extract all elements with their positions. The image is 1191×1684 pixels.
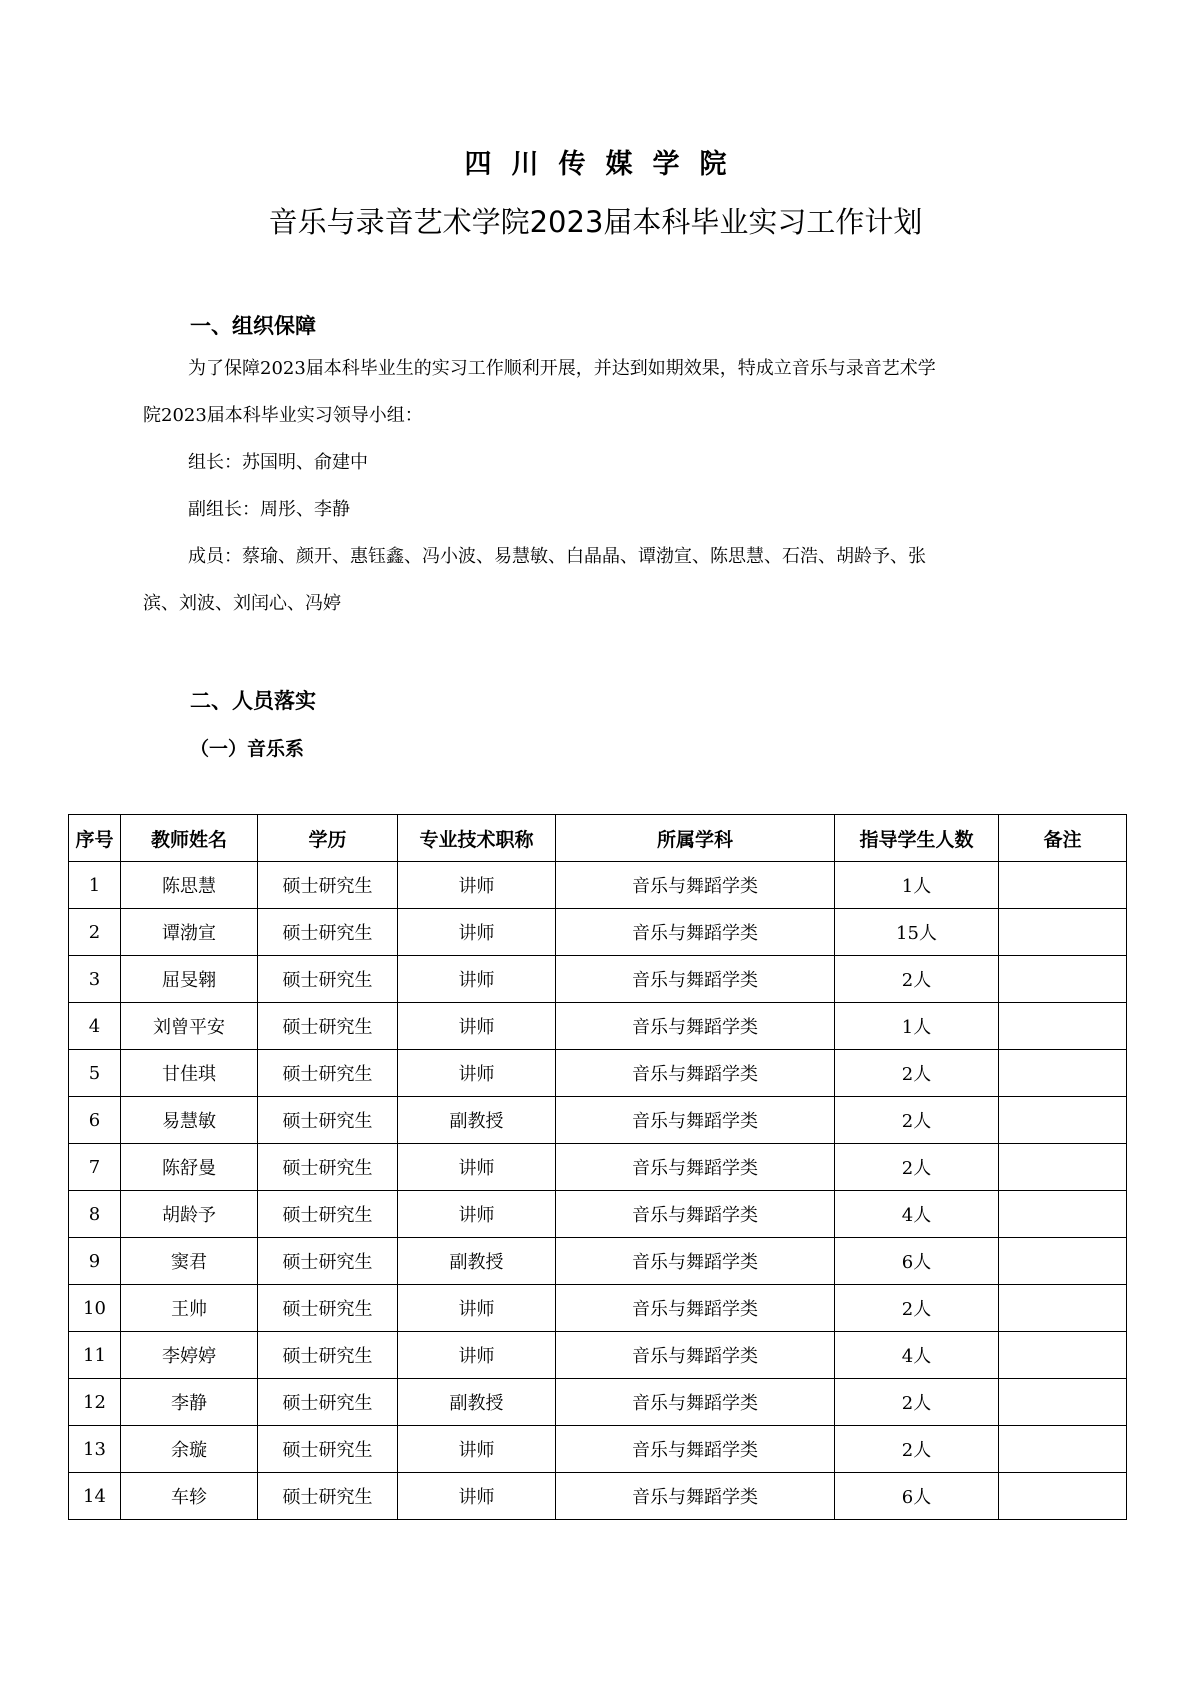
table-row [69, 1426, 1127, 1473]
cell-title: 讲师 [398, 862, 556, 909]
cell-discipline: 音乐与舞蹈学类 [556, 1285, 835, 1332]
cell-title: 副教授 [398, 1097, 556, 1144]
cell-student-count: 2人 [835, 956, 999, 1003]
cell-student-count: 2人 [835, 1144, 999, 1191]
cell-index: 8 [69, 1191, 121, 1238]
cell-education: 硕士研究生 [258, 862, 398, 909]
cell-education: 硕士研究生 [258, 1050, 398, 1097]
cell-remarks [999, 1426, 1127, 1473]
cell-index: 6 [69, 1097, 121, 1144]
cell-teacher-name: 易慧敏 [121, 1097, 258, 1144]
cell-student-count: 2人 [835, 1426, 999, 1473]
cell-teacher-name: 陈舒曼 [121, 1144, 258, 1191]
cell-education: 硕士研究生 [258, 1285, 398, 1332]
cell-title: 讲师 [398, 1285, 556, 1332]
column-header-student-count: 指导学生人数 [835, 815, 999, 862]
cell-index: 1 [69, 862, 121, 909]
cell-teacher-name: 车轸 [121, 1473, 258, 1520]
cell-title: 副教授 [398, 1379, 556, 1426]
cell-discipline: 音乐与舞蹈学类 [556, 1332, 835, 1379]
cell-index: 5 [69, 1050, 121, 1097]
column-header-remarks: 备注 [999, 815, 1127, 862]
section-heading-staffing: 二、人员落实 [190, 689, 316, 713]
cell-student-count: 6人 [835, 1473, 999, 1520]
cell-title: 讲师 [398, 956, 556, 1003]
cell-remarks [999, 909, 1127, 956]
cell-discipline: 音乐与舞蹈学类 [556, 1097, 835, 1144]
cell-teacher-name: 窦君 [121, 1238, 258, 1285]
column-header-index: 序号 [69, 815, 121, 862]
cell-student-count: 4人 [835, 1191, 999, 1238]
cell-remarks [999, 1097, 1127, 1144]
column-header-title: 专业技术职称 [398, 815, 556, 862]
cell-teacher-name: 李婷婷 [121, 1332, 258, 1379]
cell-student-count: 1人 [835, 1003, 999, 1050]
table-row [69, 1050, 1127, 1097]
cell-title: 讲师 [398, 1050, 556, 1097]
cell-teacher-name: 谭渤宣 [121, 909, 258, 956]
column-header-education: 学历 [258, 815, 398, 862]
table-row [69, 1003, 1127, 1050]
cell-remarks [999, 1238, 1127, 1285]
table-row [69, 1097, 1127, 1144]
cell-index: 4 [69, 1003, 121, 1050]
cell-discipline: 音乐与舞蹈学类 [556, 956, 835, 1003]
cell-discipline: 音乐与舞蹈学类 [556, 1426, 835, 1473]
cell-discipline: 音乐与舞蹈学类 [556, 1238, 835, 1285]
cell-student-count: 2人 [835, 1379, 999, 1426]
cell-discipline: 音乐与舞蹈学类 [556, 1050, 835, 1097]
cell-remarks [999, 1191, 1127, 1238]
cell-remarks [999, 1285, 1127, 1332]
cell-discipline: 音乐与舞蹈学类 [556, 1473, 835, 1520]
cell-student-count: 1人 [835, 862, 999, 909]
cell-education: 硕士研究生 [258, 1379, 398, 1426]
leader-line: 组长：苏国明、俞建中 [188, 452, 368, 473]
cell-discipline: 音乐与舞蹈学类 [556, 1379, 835, 1426]
cell-title: 讲师 [398, 1426, 556, 1473]
cell-education: 硕士研究生 [258, 909, 398, 956]
cell-teacher-name: 甘佳琪 [121, 1050, 258, 1097]
cell-discipline: 音乐与舞蹈学类 [556, 1191, 835, 1238]
cell-teacher-name: 屈旻翱 [121, 956, 258, 1003]
cell-title: 讲师 [398, 1473, 556, 1520]
cell-remarks [999, 1003, 1127, 1050]
cell-education: 硕士研究生 [258, 1426, 398, 1473]
cell-teacher-name: 胡龄予 [121, 1191, 258, 1238]
cell-index: 10 [69, 1285, 121, 1332]
cell-title: 讲师 [398, 909, 556, 956]
cell-discipline: 音乐与舞蹈学类 [556, 1144, 835, 1191]
cell-remarks [999, 1332, 1127, 1379]
table-row [69, 1238, 1127, 1285]
cell-index: 9 [69, 1238, 121, 1285]
cell-discipline: 音乐与舞蹈学类 [556, 1003, 835, 1050]
intro-paragraph-line2: 院2023届本科毕业实习领导小组： [143, 405, 423, 426]
table-row [69, 862, 1127, 909]
cell-index: 7 [69, 1144, 121, 1191]
cell-education: 硕士研究生 [258, 1144, 398, 1191]
cell-discipline: 音乐与舞蹈学类 [556, 862, 835, 909]
table-row [69, 1379, 1127, 1426]
cell-student-count: 6人 [835, 1238, 999, 1285]
cell-student-count: 2人 [835, 1285, 999, 1332]
table-row [69, 909, 1127, 956]
section-heading-organization: 一、组织保障 [190, 314, 316, 338]
table-row [69, 1285, 1127, 1332]
cell-index: 14 [69, 1473, 121, 1520]
cell-index: 13 [69, 1426, 121, 1473]
cell-teacher-name: 陈思慧 [121, 862, 258, 909]
table-row [69, 1332, 1127, 1379]
cell-index: 2 [69, 909, 121, 956]
table-row [69, 1473, 1127, 1520]
cell-index: 3 [69, 956, 121, 1003]
school-title: 四川传媒学院 [464, 149, 747, 180]
column-header-discipline: 所属学科 [556, 815, 835, 862]
column-header-teacher-name: 教师姓名 [121, 815, 258, 862]
cell-remarks [999, 1379, 1127, 1426]
cell-remarks [999, 1144, 1127, 1191]
cell-student-count: 2人 [835, 1097, 999, 1144]
cell-remarks [999, 956, 1127, 1003]
cell-title: 讲师 [398, 1003, 556, 1050]
cell-education: 硕士研究生 [258, 956, 398, 1003]
intro-paragraph-line1: 为了保障2023届本科毕业生的实习工作顺利开展，并达到如期效果，特成立音乐与录音艺术学 [188, 358, 936, 379]
cell-education: 硕士研究生 [258, 1097, 398, 1144]
table-row [69, 1191, 1127, 1238]
cell-remarks [999, 1473, 1127, 1520]
cell-student-count: 4人 [835, 1332, 999, 1379]
cell-title: 副教授 [398, 1238, 556, 1285]
cell-title: 讲师 [398, 1144, 556, 1191]
table-row [69, 1144, 1127, 1191]
cell-remarks [999, 1050, 1127, 1097]
cell-education: 硕士研究生 [258, 1238, 398, 1285]
cell-education: 硕士研究生 [258, 1191, 398, 1238]
cell-teacher-name: 刘曾平安 [121, 1003, 258, 1050]
cell-education: 硕士研究生 [258, 1003, 398, 1050]
cell-title: 讲师 [398, 1191, 556, 1238]
cell-education: 硕士研究生 [258, 1473, 398, 1520]
cell-teacher-name: 李静 [121, 1379, 258, 1426]
table-row [69, 956, 1127, 1003]
teacher-table [68, 814, 1127, 1520]
subsection-heading-music-dept: （一）音乐系 [190, 738, 305, 760]
cell-index: 11 [69, 1332, 121, 1379]
plan-title: 音乐与录音艺术学院2023届本科毕业实习工作计划 [268, 205, 923, 239]
cell-index: 12 [69, 1379, 121, 1426]
table-header-row [69, 815, 1127, 862]
cell-discipline: 音乐与舞蹈学类 [556, 909, 835, 956]
cell-remarks [999, 862, 1127, 909]
vice-leader-line: 副组长：周彤、李静 [188, 499, 350, 520]
cell-student-count: 2人 [835, 1050, 999, 1097]
cell-student-count: 15人 [835, 909, 999, 956]
members-line1: 成员：蔡瑜、颜开、惠钰鑫、冯小波、易慧敏、白晶晶、谭渤宣、陈思慧、石浩、胡龄予、张 [188, 546, 926, 567]
cell-education: 硕士研究生 [258, 1332, 398, 1379]
members-line2: 滨、刘波、刘闰心、冯婷 [143, 593, 341, 614]
cell-title: 讲师 [398, 1332, 556, 1379]
cell-teacher-name: 余璇 [121, 1426, 258, 1473]
cell-teacher-name: 王帅 [121, 1285, 258, 1332]
